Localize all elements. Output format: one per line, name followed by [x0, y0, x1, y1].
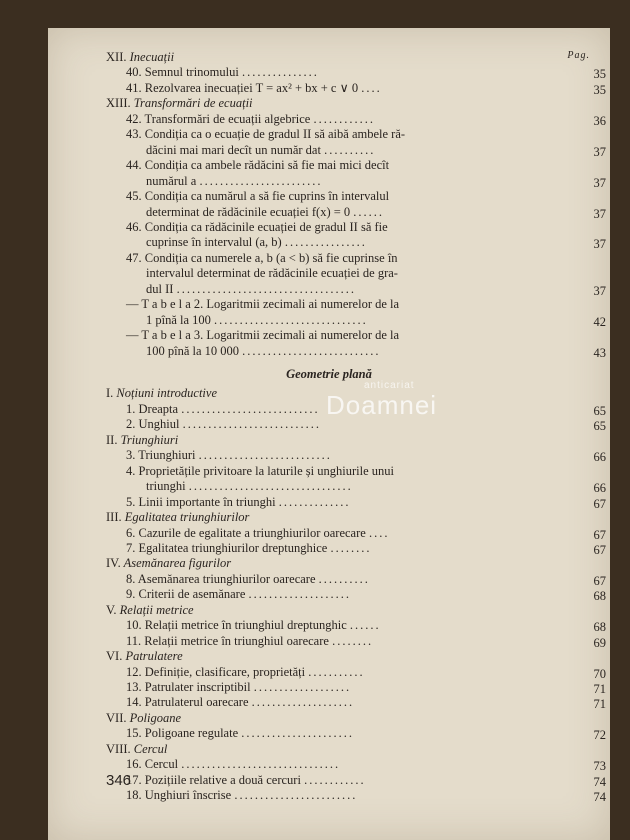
- entry-title: 43. Condiția ca o ecuație de gradul II să aibă ambele ră-: [126, 127, 406, 142]
- entry-title: 9. Criterii de asemănare: [126, 587, 246, 602]
- list-item: [146, 282, 596, 296]
- chapter-number: XIII.: [106, 96, 131, 111]
- entry-page-number: 66: [593, 481, 606, 496]
- leader-dots: ..............................: [214, 312, 368, 327]
- entry-title: 11. Relații metrice în triunghiul oarecare: [126, 633, 329, 648]
- list-item: [126, 448, 576, 462]
- chapter-row: [106, 742, 167, 756]
- entry-title: — T a b e l a 2. Logaritmii zecimali ai numerelor de la: [126, 297, 400, 312]
- entry-page-number: 72: [593, 728, 606, 743]
- entry-title: 46. Condiția ca rădăcinile ecuației de gradul II să fie: [126, 219, 388, 234]
- list-item: [126, 297, 576, 311]
- leader-dots: ...................: [253, 680, 352, 694]
- chapter-row: [106, 510, 249, 524]
- entry-title: 8. Asemănarea triunghiurilor oarecare: [126, 571, 316, 586]
- leader-dots: ...................................: [176, 281, 356, 296]
- list-item: [126, 665, 576, 679]
- leader-dots: ..........: [324, 142, 376, 157]
- list-item: [126, 541, 576, 555]
- watermark-small: anticariat: [364, 380, 415, 391]
- chapter-title: Inecuații: [129, 50, 175, 64]
- entry-title: 44. Condiția ca ambele rădăcini să fie mai mici decît: [126, 158, 390, 173]
- entry-page-number: 68: [593, 589, 606, 604]
- chapter-number: III.: [106, 510, 122, 525]
- chapter-row: [106, 433, 178, 447]
- table-of-contents: [48, 28, 610, 840]
- entry-title: 13. Patrulater inscriptibil: [126, 680, 251, 694]
- entry-page-number: 37: [593, 237, 606, 252]
- entry-page-number: 37: [593, 144, 606, 159]
- list-item: [146, 174, 596, 188]
- entry-title: 41. Rezolvarea inecuației T = ax² + bx + c ∨ 0: [126, 80, 359, 95]
- entry-page-number: 74: [593, 790, 606, 805]
- entry-page-number: 67: [593, 496, 606, 511]
- list-item: [126, 695, 576, 709]
- entry-page-number: 67: [593, 527, 606, 542]
- entry-page-number: 37: [593, 283, 606, 298]
- leader-dots: ......: [349, 618, 381, 633]
- chapter-title: Noțiuni introductive: [116, 386, 217, 401]
- entry-page-number: 65: [593, 419, 606, 434]
- entry-title: 42. Transformări de ecuații algebrice: [126, 111, 311, 126]
- chapter-number: II.: [106, 432, 118, 447]
- list-item: [146, 235, 596, 249]
- chapter-title: Asemănarea figurilor: [123, 556, 232, 571]
- watermark-big: Doamnei: [326, 390, 438, 420]
- entry-title: intervalul determinat de rădăcinile ecuației de gra-: [146, 266, 398, 281]
- pag-header: Pag.: [567, 50, 590, 61]
- entry-title: 15. Poligoane regulate: [126, 726, 239, 741]
- list-item: [146, 143, 596, 157]
- entry-title: 16. Cercul: [126, 757, 179, 772]
- entry-title: 40. Semnul trinomului: [126, 65, 239, 80]
- leader-dots: ........................: [199, 173, 323, 188]
- entry-title: dăcini mai mari decît un număr dat: [146, 142, 321, 157]
- chapter-row: [106, 96, 253, 110]
- list-item: [126, 65, 576, 79]
- entry-title: 4. Proprietățile privitoare la laturile și unghiurile unui: [126, 463, 394, 478]
- leader-dots: ...........: [308, 664, 365, 679]
- entry-title: cuprinse în intervalul (a, b): [146, 235, 282, 250]
- entry-page-number: 70: [593, 666, 606, 681]
- chapter-title: Cercul: [133, 741, 168, 756]
- watermark: [326, 380, 438, 421]
- chapter-row: [106, 556, 231, 570]
- chapter-number: VIII.: [106, 741, 131, 756]
- leader-dots: ......................: [241, 726, 354, 741]
- leader-dots: ...............: [241, 65, 319, 80]
- list-item: [146, 479, 596, 493]
- entry-page-number: 36: [593, 113, 606, 128]
- list-item: [126, 680, 576, 694]
- chapter-number: VII.: [106, 710, 127, 725]
- entry-title: 10. Relații metrice în triunghiul dreptunghic: [126, 618, 347, 633]
- entry-title: 45. Condiția ca numărul a să fie cuprins în intervalul: [126, 189, 390, 204]
- list-item: [126, 572, 576, 586]
- entry-title: 12. Definiție, clasificare, proprietăți: [126, 664, 306, 679]
- entry-title: triunghi: [146, 479, 186, 494]
- entry-page-number: 67: [593, 542, 606, 557]
- leader-dots: ............: [313, 111, 375, 126]
- list-item: [126, 495, 576, 509]
- chapter-title: Egalitatea triunghiurilor: [124, 510, 250, 525]
- entry-page-number: 71: [593, 682, 606, 696]
- entry-title: — T a b e l a 3. Logaritmii zecimali ai numerelor de la: [126, 328, 400, 343]
- leader-dots: ..........: [318, 571, 370, 586]
- entry-title: 5. Linii importante în triunghi: [126, 494, 276, 509]
- entry-title: 17. Pozițiile relative a două cercuri: [126, 772, 301, 787]
- leader-dots: ........................: [234, 788, 358, 803]
- entry-page-number: 74: [593, 774, 606, 789]
- entry-page-number: 66: [593, 450, 606, 465]
- entry-title: 14. Patrulaterul oarecare: [126, 695, 249, 710]
- book-page: [48, 28, 610, 840]
- entry-page-number: 71: [593, 697, 606, 712]
- chapter-number: VI.: [106, 649, 123, 664]
- chapter-title: Relații metrice: [119, 602, 194, 617]
- chapter-row: [106, 386, 217, 400]
- entry-page-number: 35: [593, 82, 606, 97]
- entry-title: 3. Triunghiuri: [126, 448, 196, 463]
- list-item: [126, 726, 576, 740]
- leader-dots: ........: [330, 540, 372, 555]
- list-item: [126, 788, 576, 802]
- leader-dots: ....................: [248, 587, 352, 602]
- entry-page-number: 73: [593, 759, 606, 774]
- entry-page-number: 35: [593, 67, 606, 82]
- list-item: [146, 266, 596, 280]
- chapter-number: V.: [106, 602, 117, 617]
- list-item: [126, 587, 576, 601]
- list-item: [126, 464, 576, 478]
- leader-dots: ...........................: [242, 343, 381, 358]
- leader-dots: ................: [284, 235, 367, 250]
- list-item: [126, 526, 576, 540]
- entry-title: 47. Condiția ca numerele a, b (a < b) să fie cuprinse în: [126, 250, 398, 265]
- chapter-row: [106, 603, 194, 617]
- list-item: [146, 313, 596, 327]
- section-heading: Geometrie plană: [286, 367, 372, 381]
- entry-title: determinat de rădăcinile ecuației f(x) = 0: [146, 204, 351, 219]
- chapter-title: Transformări de ecuații: [133, 96, 253, 111]
- list-item: [126, 618, 576, 632]
- chapter-number: I.: [106, 386, 114, 401]
- leader-dots: ..............: [278, 494, 351, 509]
- entry-title: dul II: [146, 281, 174, 296]
- list-item: [126, 81, 576, 95]
- chapter-title: Poligoane: [129, 710, 181, 725]
- chapter-title: Patrulatere: [125, 649, 183, 664]
- list-item: [126, 328, 576, 342]
- page-number: 346: [106, 772, 132, 789]
- entry-page-number: 67: [593, 573, 606, 588]
- list-item: [126, 773, 576, 787]
- list-item: [146, 344, 596, 358]
- chapter-title: Triunghiuri: [120, 432, 179, 447]
- entry-page-number: 37: [593, 206, 606, 221]
- leader-dots: ....................: [251, 695, 355, 710]
- leader-dots: ...........................: [181, 401, 320, 416]
- list-item: [126, 251, 576, 265]
- leader-dots: ...............................: [181, 757, 341, 772]
- chapter-number: XII.: [106, 50, 127, 64]
- entry-page-number: 42: [593, 314, 606, 329]
- list-item: [126, 220, 576, 234]
- leader-dots: ............: [304, 772, 366, 787]
- leader-dots: ..........................: [198, 448, 332, 463]
- entry-page-number: 68: [593, 620, 606, 635]
- chapter-row: [106, 50, 174, 64]
- list-item: [126, 158, 576, 172]
- list-item: [126, 127, 576, 141]
- leader-dots: ....: [361, 80, 382, 95]
- leader-dots: ....: [368, 525, 390, 540]
- leader-dots: ...........................: [182, 417, 321, 432]
- chapter-row: [106, 649, 183, 663]
- entry-title: 2. Unghiul: [126, 417, 180, 432]
- entry-page-number: 65: [593, 403, 606, 418]
- leader-dots: ................................: [188, 479, 353, 494]
- leader-dots: ......: [353, 204, 385, 219]
- chapter-row: [106, 711, 181, 725]
- entry-page-number: 69: [593, 635, 606, 650]
- entry-title: 100 pînă la 10 000: [146, 343, 240, 358]
- entry-title: 6. Cazurile de egalitate a triunghiurilor oarecare: [126, 525, 366, 540]
- list-item: [126, 189, 576, 203]
- list-item: [146, 205, 596, 219]
- entry-page-number: 37: [593, 175, 606, 190]
- list-item: [126, 112, 576, 126]
- entry-title: 7. Egalitatea triunghiurilor dreptunghice: [126, 540, 328, 555]
- entry-title: 1 pînă la 100: [146, 312, 211, 327]
- entry-title: 18. Unghiuri înscrise: [126, 788, 232, 803]
- entry-page-number: 43: [593, 345, 606, 360]
- leader-dots: ........: [332, 633, 374, 648]
- entry-title: 1. Dreapta: [126, 401, 179, 416]
- entry-title: numărul a: [146, 173, 197, 188]
- list-item: [126, 634, 576, 648]
- chapter-number: IV.: [106, 556, 121, 571]
- list-item: [126, 757, 576, 771]
